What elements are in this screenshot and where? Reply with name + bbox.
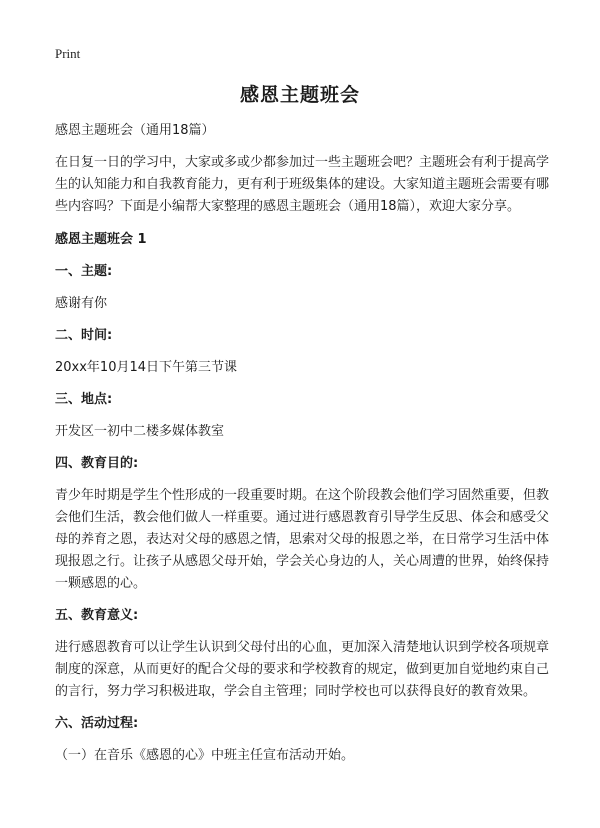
section-heading-theme: 一、主题: xyxy=(55,264,113,279)
section-heading-process: 六、活动过程: xyxy=(55,716,139,731)
print-link[interactable]: Print xyxy=(55,46,81,61)
section-body-theme: 感谢有你 xyxy=(55,296,108,311)
article-subtitle: 感恩主题班会（通用18篇） xyxy=(55,123,215,138)
section-body-process: （一）在音乐《感恩的心》中班主任宣布活动开始。 xyxy=(55,748,355,763)
section-body-purpose: 青少年时期是学生个性形成的一段重要时期。在这个阶段教会他们学习固然重要，但教会他们生活，教会他们做人一样重要。通过进行感恩教育引导学生反思、体会和感受父母的养育之恩，表达对父母的感恩之情，思索对父母的报恩之举，在日常学习生活中体现报恩之行。让孩子从感恩父母开始，学会关心身边的人，关心周遭的世界，始终保持一颗感恩的心。 xyxy=(55,488,550,591)
section-heading-location: 三、地点: xyxy=(55,392,113,407)
section-heading-significance: 五、教育意义: xyxy=(55,608,139,623)
section-heading-purpose: 四、教育目的: xyxy=(55,456,139,471)
article-heading: 感恩主题班会 1 xyxy=(55,232,147,247)
article-content xyxy=(55,120,555,777)
section-body-time: 20xx年10月14日下午第三节课 xyxy=(55,360,238,375)
page-title: 感恩主题班会 xyxy=(239,84,360,106)
section-heading-time: 二、时间: xyxy=(55,328,113,343)
intro-paragraph: 在日复一日的学习中，大家或多或少都参加过一些主题班会吧？主题班会有利于提高学生的认知能力和自我教育能力，更有利于班级集体的建设。大家知道主题班会需要有哪些内容吗？下面是小编帮大家整理的感恩主题班会（通用18篇），欢迎大家分享。 xyxy=(55,155,550,214)
section-body-location: 开发区一初中二楼多媒体教室 xyxy=(55,424,225,439)
section-body-significance: 进行感恩教育可以让学生认识到父母付出的心血，更加深入清楚地认识到学校各项规章制度的深意，从而更好的配合父母的要求和学校教育的规定，做到更加自觉地约束自己的言行，努力学习积极进取，学会自主管理；同时学校也可以获得良好的教育效果。 xyxy=(55,640,550,699)
